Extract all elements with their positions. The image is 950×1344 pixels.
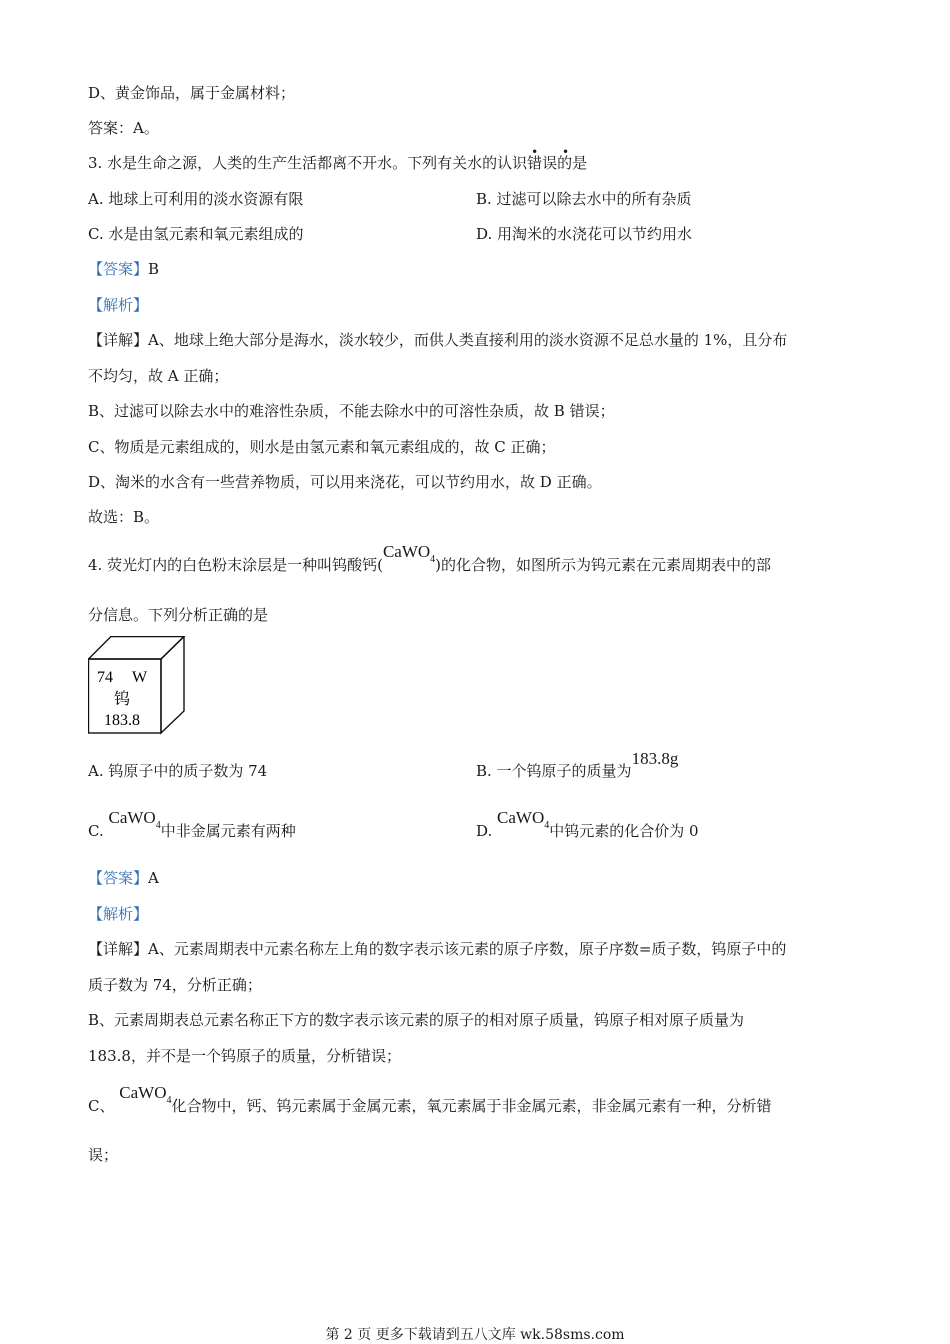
detail-text: 化合物中，钙、钨元素属于金属元素，氧元素属于非金属元素，非金属元素有一种，分析错 [171, 1097, 772, 1115]
formula-sub: 4 [544, 820, 550, 831]
detail-line: 183.8，并不是一个钨原子的质量，分析错误； [88, 1047, 401, 1065]
option-d: D. 用淘米的水浇花可以节约用水 [476, 225, 693, 243]
cube-side [161, 637, 184, 734]
mass-value: 183.8g [631, 749, 679, 768]
detail-line: C、物质是元素组成的，则水是由氢元素和氧元素组成的，故 C 正确； [88, 438, 556, 456]
option-c: C. 水是由氢元素和氧元素组成的 [88, 225, 304, 243]
analysis-tag: 【解析】 [88, 905, 149, 923]
element-cell-diagram [88, 636, 188, 736]
analysis-tag: 【解析】 [88, 296, 149, 314]
option-b: B. 过滤可以除去水中的所有杂质 [476, 190, 692, 208]
option-text: B. 一个钨原子的质量为 [476, 762, 632, 780]
stem-part: 3. 水是生命之源，人类的生产生活都离不开水。下列有关水的认识 [88, 154, 528, 172]
text-line: D、黄金饰品，属于金属材料； [88, 84, 296, 102]
formula-main: CaWO [119, 1083, 167, 1102]
answer-tag: 【答案】 [88, 260, 149, 278]
text-line: 答案：A。 [88, 119, 159, 137]
detail-line: 质子数为 74，分析正确； [88, 976, 262, 994]
option-letter: D. [476, 822, 493, 840]
formula-main: CaWO [497, 808, 545, 827]
cube-top [89, 637, 185, 660]
option-text: 中钨元素的化合价为 0 [549, 822, 699, 840]
formula-cawo4 [497, 808, 550, 844]
text-line: 分信息。下列分析正确的是 [88, 606, 269, 624]
option-d [476, 808, 699, 844]
atomic-mass: 183.8 [104, 712, 140, 729]
option-b [476, 749, 679, 781]
formula-sub: 4 [430, 554, 436, 565]
element-symbol: W [132, 669, 148, 686]
answer-line [88, 868, 159, 888]
stem-part: 4. 荧光灯内的白色粉末涂层是一种叫钨酸钙( [88, 556, 383, 574]
answer-tag: 【答案】 [88, 869, 149, 887]
page-footer: 第 2 页 更多下载请到五八文库 wk.58sms.com [325, 1327, 625, 1343]
formula-main: CaWO [382, 542, 431, 561]
detail-line: D、淘米的水含有一些营养物质，可以用来浇花，可以节约用水，故 D 正确。 [88, 473, 602, 491]
detail-line: 误； [88, 1146, 119, 1164]
stem-part: 的是 [557, 154, 588, 172]
formula-sub: 4 [155, 820, 161, 831]
detail-prefix: C、 [88, 1097, 115, 1115]
detail-line: B、元素周期表总元素名称正下方的数字表示该元素的原子的相对原子质量，钨原子相对原子质量为 [88, 1011, 745, 1029]
answer-value: A [148, 869, 159, 887]
formula-sub: 4 [166, 1095, 172, 1106]
choose-line: 故选：B。 [88, 508, 160, 526]
stem-part: )的化合物，如图所示为钨元素在元素周期表中的部 [435, 556, 772, 574]
option-c [88, 808, 296, 844]
answer-line [88, 259, 159, 279]
question-3-stem [88, 145, 588, 173]
detail-line: 【详解】A、元素周期表中元素名称左上角的数字表示该元素的原子序数，原子序数=质子数，钨原子中的 [88, 940, 787, 958]
option-a: A. 钨原子中的质子数为 74 [88, 762, 268, 780]
detail-line: B、过滤可以除去水中的难溶性杂质，不能去除水中的可溶性杂质，故 B 错误； [88, 402, 615, 420]
formula-cawo4 [382, 542, 436, 578]
answer-value: B [148, 260, 160, 278]
formula-main: CaWO [108, 808, 156, 827]
formula-cawo4 [108, 808, 161, 844]
formula-cawo4 [119, 1083, 172, 1119]
detail-line [88, 1083, 772, 1119]
element-name: 钨 [114, 689, 131, 708]
option-letter: C. [88, 822, 104, 840]
option-a: A. 地球上可利用的淡水资源有限 [88, 190, 304, 208]
question-4-stem [88, 542, 772, 578]
atomic-number: 74 [97, 669, 113, 686]
emphasis-text: 错误 [527, 154, 558, 172]
detail-line: 【详解】A、地球上绝大部分是海水，淡水较少，而供人类直接利用的淡水资源不足总水量的 1%，且分布 [88, 331, 788, 349]
detail-line: 不均匀，故 A 正确； [88, 367, 229, 385]
option-text: 中非金属元素有两种 [160, 822, 296, 840]
emphasis-dots: • • [531, 145, 580, 159]
